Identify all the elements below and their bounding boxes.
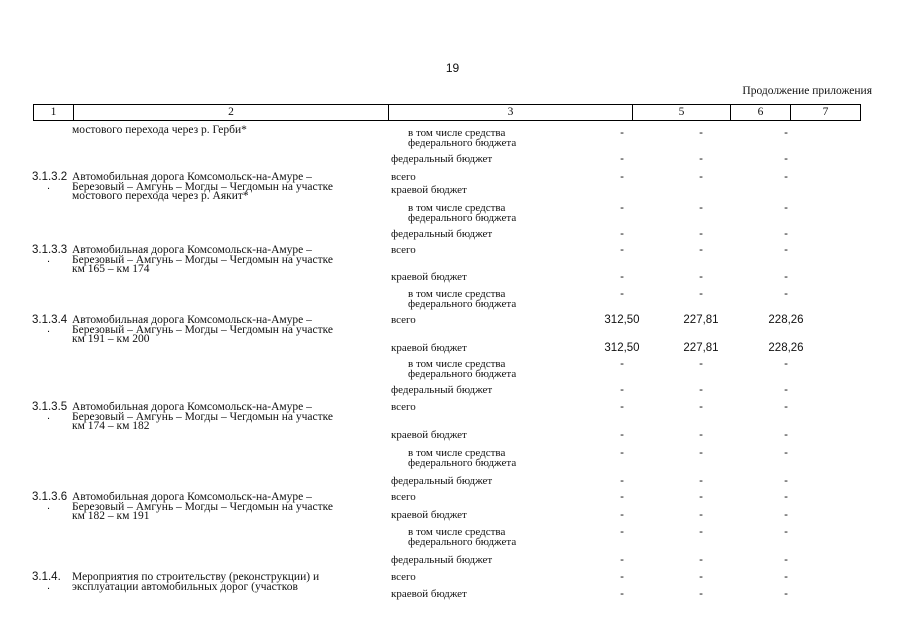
- value-cell: -: [784, 588, 788, 600]
- line-label: в том числе средства: [408, 358, 506, 370]
- value-cell: -: [699, 475, 703, 487]
- line-label: краевой бюджет: [391, 429, 467, 441]
- line-label: федерального бюджета: [408, 535, 517, 548]
- header-col-3: 3: [389, 105, 633, 120]
- value-cell: -: [699, 588, 703, 600]
- header-col-5: 5: [633, 105, 731, 120]
- continuation-label: Продолжение приложения: [742, 85, 872, 97]
- value-cell: -: [620, 271, 624, 283]
- row-description: Березовый – Амгунь – Могды – Чегдомын на участке: [72, 180, 334, 193]
- row-number-dot: .: [47, 580, 51, 592]
- value-cell: -: [699, 509, 703, 521]
- row-description: эксплуатации автомобильных дорог (участков: [72, 580, 298, 593]
- header-col-2: 2: [74, 105, 389, 120]
- value-cell: -: [620, 244, 624, 256]
- line-label: в том числе средства: [408, 447, 506, 459]
- value-cell: -: [784, 475, 788, 487]
- line-label: краевой бюджет: [391, 509, 467, 521]
- value-cell: -: [699, 127, 703, 139]
- value-cell: -: [699, 384, 703, 396]
- row-description: Березовый – Амгунь – Могды – Чегдомын на участке: [72, 323, 334, 336]
- row-description: Березовый – Амгунь – Могды – Чегдомын на участке: [72, 410, 334, 423]
- header-col-6: 6: [731, 105, 791, 120]
- line-label: всего: [391, 171, 416, 183]
- value-cell: -: [620, 526, 624, 538]
- value-cell: -: [620, 554, 624, 566]
- value-cell: 312,50: [604, 342, 640, 354]
- line-label: краевой бюджет: [391, 184, 467, 196]
- row-number: 3.1.3.5: [32, 401, 68, 413]
- table-header: [33, 104, 861, 121]
- value-cell: -: [620, 384, 624, 396]
- value-cell: 312,50: [604, 314, 640, 326]
- line-label: федеральный бюджет: [391, 153, 493, 165]
- value-cell: -: [620, 153, 624, 165]
- value-cell: -: [699, 171, 703, 183]
- row-number: 3.1.3.4: [32, 314, 68, 326]
- value-cell: 227,81: [683, 314, 719, 326]
- value-cell: -: [620, 401, 624, 413]
- value-cell: -: [784, 127, 788, 139]
- value-cell: -: [699, 288, 703, 300]
- value-cell: -: [620, 588, 624, 600]
- row-description: Автомобильная дорога Комсомольск-на-Амуре –: [72, 401, 312, 413]
- line-label: краевой бюджет: [391, 271, 467, 283]
- line-label: федеральный бюджет: [391, 475, 493, 487]
- value-cell: -: [784, 384, 788, 396]
- row-number-dot: .: [47, 253, 51, 265]
- row-description: мостового перехода через р. Герби*: [72, 124, 247, 136]
- value-cell: -: [699, 271, 703, 283]
- row-number: 3.1.3.6: [32, 491, 68, 503]
- line-label: федеральный бюджет: [391, 384, 493, 396]
- row-number: 3.1.4.: [32, 571, 61, 583]
- value-cell: -: [784, 202, 788, 214]
- value-cell: -: [620, 429, 624, 441]
- line-label: федерального бюджета: [408, 136, 517, 149]
- line-label: в том числе средства: [408, 202, 506, 214]
- value-cell: -: [620, 171, 624, 183]
- value-cell: -: [699, 202, 703, 214]
- row-number: 3.1.3.3: [32, 244, 68, 256]
- value-cell: -: [784, 153, 788, 165]
- row-description: Автомобильная дорога Комсомольск-на-Амуре –: [72, 314, 312, 326]
- value-cell: -: [620, 491, 624, 503]
- value-cell: -: [699, 491, 703, 503]
- row-description: км 182 – км 191: [72, 510, 150, 522]
- value-cell: -: [699, 228, 703, 240]
- row-number-dot: .: [47, 180, 51, 192]
- value-cell: -: [699, 358, 703, 370]
- row-description: км 174 – км 182: [72, 420, 150, 432]
- line-label: всего: [391, 314, 416, 326]
- line-label: всего: [391, 571, 416, 583]
- page-number: 19: [445, 61, 460, 75]
- value-cell: -: [784, 288, 788, 300]
- line-label: всего: [391, 401, 416, 413]
- value-cell: -: [620, 475, 624, 487]
- value-cell: -: [699, 447, 703, 459]
- value-cell: -: [620, 288, 624, 300]
- line-label: в том числе средства: [408, 526, 506, 538]
- value-cell: 227,81: [683, 342, 719, 354]
- value-cell: -: [620, 127, 624, 139]
- value-cell: -: [699, 429, 703, 441]
- line-label: в том числе средства: [408, 127, 506, 139]
- value-cell: -: [620, 202, 624, 214]
- value-cell: -: [620, 509, 624, 521]
- row-number-dot: .: [47, 500, 51, 512]
- value-cell: -: [784, 244, 788, 256]
- row-description: Автомобильная дорога Комсомольск-на-Амуре –: [72, 171, 312, 183]
- row-number-dot: .: [47, 323, 51, 335]
- value-cell: -: [784, 571, 788, 583]
- line-label: всего: [391, 244, 416, 256]
- value-cell: -: [784, 526, 788, 538]
- header-col-1: 1: [34, 105, 74, 120]
- value-cell: -: [699, 526, 703, 538]
- value-cell: -: [699, 153, 703, 165]
- row-number: 3.1.3.2: [32, 171, 68, 183]
- line-label: федеральный бюджет: [391, 554, 493, 566]
- value-cell: -: [784, 401, 788, 413]
- value-cell: -: [699, 401, 703, 413]
- value-cell: -: [699, 571, 703, 583]
- value-cell: -: [620, 571, 624, 583]
- row-description: Автомобильная дорога Комсомольск-на-Амуре –: [72, 244, 312, 256]
- header-col-7: 7: [822, 106, 829, 118]
- value-cell: -: [784, 554, 788, 566]
- value-cell: -: [620, 228, 624, 240]
- value-cell: 228,26: [768, 314, 804, 326]
- row-description: Березовый – Амгунь – Могды – Чегдомын на участке: [72, 500, 334, 513]
- value-cell: -: [784, 171, 788, 183]
- line-label: краевой бюджет: [391, 342, 467, 354]
- row-number-dot: .: [47, 410, 51, 422]
- row-description: км 191 – км 200: [72, 333, 150, 345]
- row-description: мостового перехода через р. Аякит*: [72, 190, 249, 202]
- value-cell: -: [784, 228, 788, 240]
- value-cell: -: [699, 554, 703, 566]
- value-cell: -: [784, 447, 788, 459]
- value-cell: -: [784, 358, 788, 370]
- value-cell: -: [620, 447, 624, 459]
- value-cell: -: [784, 271, 788, 283]
- value-cell: -: [699, 244, 703, 256]
- row-description: Березовый – Амгунь – Могды – Чегдомын на участке: [72, 253, 334, 266]
- value-cell: -: [784, 429, 788, 441]
- row-description: км 165 – км 174: [72, 263, 150, 275]
- row-description: Мероприятия по строительству (реконструкции) и: [72, 571, 320, 583]
- line-label: всего: [391, 491, 416, 503]
- value-cell: -: [784, 491, 788, 503]
- line-label: федерального бюджета: [408, 297, 517, 310]
- line-label: краевой бюджет: [391, 588, 467, 600]
- line-label: федерального бюджета: [408, 211, 517, 224]
- line-label: в том числе средства: [408, 288, 506, 300]
- line-label: федеральный бюджет: [391, 228, 493, 240]
- line-label: федерального бюджета: [408, 367, 517, 380]
- row-description: Автомобильная дорога Комсомольск-на-Амуре –: [72, 491, 312, 503]
- value-cell: -: [784, 509, 788, 521]
- value-cell: -: [620, 358, 624, 370]
- line-label: федерального бюджета: [408, 456, 517, 469]
- value-cell: 228,26: [768, 342, 804, 354]
